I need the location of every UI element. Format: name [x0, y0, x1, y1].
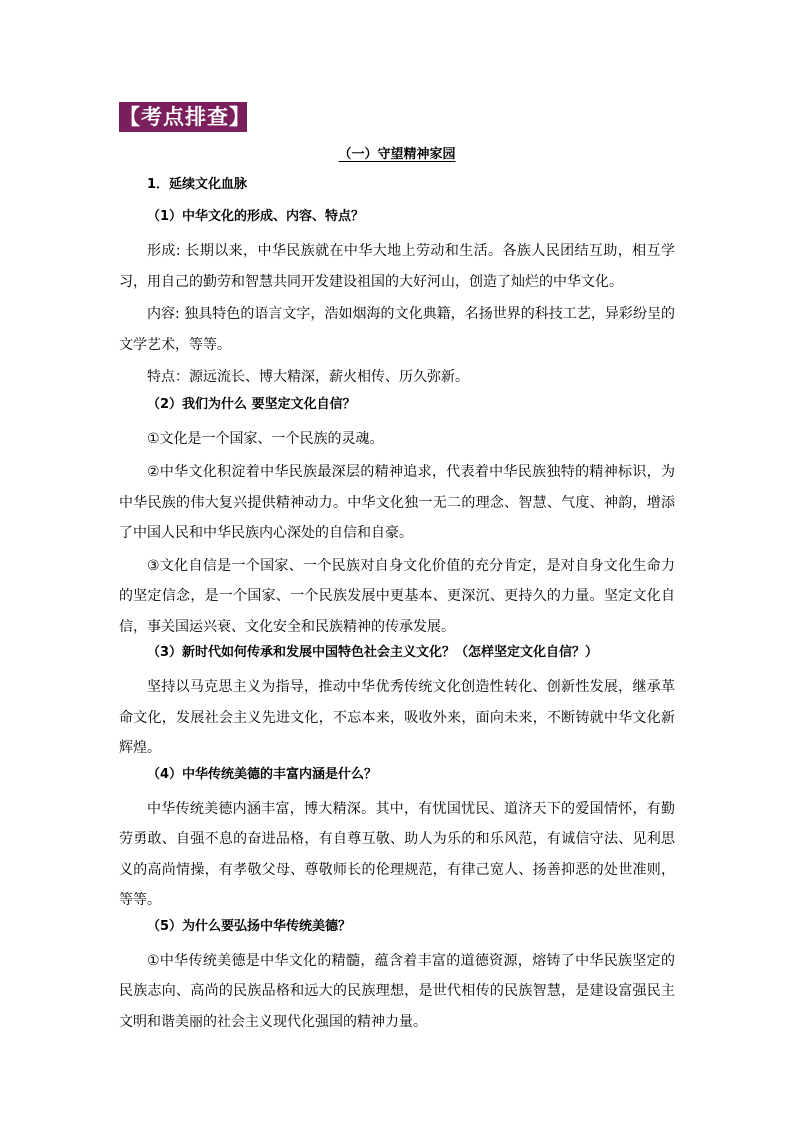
paragraph-content: 内容: 独具特色的语言文字，浩如烟海的文化典籍，名扬世界的科技工艺，异彩纷呈的文学艺术，等等。 [119, 306, 675, 353]
section-title-text: （一）守望精神家园 [338, 147, 456, 162]
section-badge: 【考点排查】 [119, 102, 247, 132]
question-1-title: （1）中华文化的形成、内容、特点？ [147, 209, 365, 224]
paragraph-q2-3: ③文化自信是一个国家、一个民族对自身文化价值的充分肯定，是对自身文化生命力的坚定信念，是一个国家、一个民族发展中更基本、更深沉、更持久的力量。坚定文化自信，事关国运兴衰、文化安全和民族精神的传承发展。 [119, 557, 675, 635]
question-3-title: （3）新时代如何传承和发展中国特色社会主义文化？（怎样坚定文化自信？） [147, 645, 599, 660]
question-4-title: （4）中华传统美德的丰富内涵是什么？ [147, 766, 378, 782]
paragraph-q5-1: ①中华传统美德是中华文化的精髓，蕴含着丰富的道德资源，熔铸了中华民族坚定的民族志向、高尚的民族品格和远大的民族理想，是世代相传的民族智慧，是建设富强民主文明和谐美丽的社会主义现代化强国的精神力量。 [119, 952, 675, 1030]
heading-1: 1．延续文化血脉 [147, 177, 248, 192]
section-title [119, 146, 675, 164]
paragraph-q4-1: 中华传统美德内涵丰富，博大精深。其中，有忧国忧民、道济天下的爱国情怀，有勤劳勇敢、自强不息的奋进品格，有自尊互敬、助人为乐的和乐风范，有诚信守法、见利思义的高尚情操，有孝敬父母、尊敬师长的伦理规范，有律己宽人、扬善抑恶的处世准则，等等。 [119, 800, 675, 908]
paragraph-q2-2: ②中华文化积淀着中华民族最深层的精神追求，代表着中华民族独特的精神标识，为中华民族的伟大复兴提供精神动力。中华文化独一无二的理念、智慧、气度、神韵，增添了中国人民和中华民族内心深处的自信和自豪。 [119, 464, 675, 541]
paragraph-q3-1: 坚持以马克思主义为指导，推动中华优秀传统文化创造性转化、创新性发展，继承革命文化，发展社会主义先进文化，不忘本来，吸收外来，面向未来，不断铸就中华文化新辉煌。 [119, 679, 675, 756]
paragraph-formation: 形成: 长期以来，中华民族就在中华大地上劳动和生活。各族人民团结互助，相互学习，用自己的勤劳和智慧共同开发建设祖国的大好河山，创造了灿烂的中华文化。 [119, 243, 675, 290]
question-2-title: （2）我们为什么 要坚定文化自信？ [147, 396, 356, 412]
paragraph-q2-1: ①文化是一个国家、一个民族的灵魂。 [147, 430, 384, 447]
paragraph-features: 特点：源远流长、博大精深，薪火相传、历久弥新。 [147, 369, 469, 385]
question-5-title: （5）为什么要弘扬中华传统美德？ [147, 918, 352, 934]
document-body [119, 176, 675, 1039]
